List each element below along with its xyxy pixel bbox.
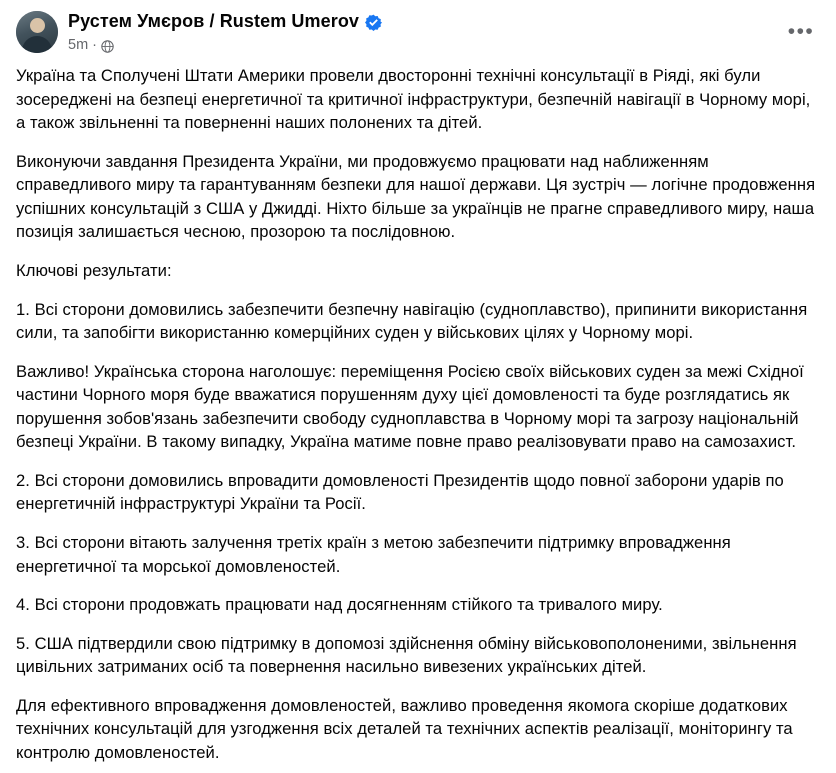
avatar[interactable] [16, 11, 58, 53]
avatar-head-shape [30, 18, 45, 33]
post-paragraph: 4. Всі сторони продовжать працювати над досягненням стійкого та тривалого миру. [16, 595, 663, 615]
post-paragraph: Ключові результати: [16, 260, 172, 280]
post-paragraph: Для ефективного впровадження домовленостей, важливо проведення якомога скоріше додаткових технічних консультацій для узгодження всіх деталей та технічних аспектів реалізації, моніторингу та контролю домовленостей. [16, 695, 793, 762]
post-header [16, 10, 820, 54]
post-paragraph: Виконуючи завдання Президента України, ми продовжуємо працювати над наближенням справедливого миру та гарантуванням безпеки для нашої держави. Ця зустріч — логічне продовження успішних консультацій з США у Джидді. Ніхто більше за українців не прагне справедливого миру, наша позиція залишається чесною, прозорою та послідовною. [16, 151, 816, 242]
post-paragraph: 1. Всі сторони домовились забезпечити безпечну навігацію (судноплавство), припинити використання сили, та запобігти використанню комерційних суден у військових цілях у Чорному морі. [16, 299, 808, 343]
post-paragraph: 3. Всі сторони вітають залучення третіх країн з метою забезпечити підтримку впровадження енергетичної та морської домовленостей. [16, 533, 731, 576]
author-name[interactable]: Рустем Умєров / Rustem Umerov [68, 11, 360, 31]
post-meta [68, 37, 382, 53]
post-timestamp[interactable]: 5m [68, 36, 89, 53]
verified-badge-icon [365, 14, 382, 31]
post-paragraph: 2. Всі сторони домовились впровадити домовленості Президентів щодо повної заборони ударів по енергетичній інфраструктурі України та Росії. [16, 470, 784, 514]
post-more-options-button[interactable]: ••• [787, 19, 815, 43]
post-paragraph: 5. США підтвердили свою підтримку в допомозі здійснення обміну військовополоненими, звільнення цивільних затриманих осіб та повернення насильно вивезених українських дітей. [16, 633, 797, 677]
post-paragraph: Україна та Сполучені Штати Америки провели двосторонні технічні консультації в Ріяді, які були зосереджені на безпеці енергетичної та критичної інфраструктури, безпечній навігації в Чорному морі, а також звільненні та поверненні наших полонених та дітей. [16, 66, 811, 133]
post-header-text [68, 10, 382, 53]
post-body [16, 64, 820, 765]
globe-icon[interactable] [101, 40, 114, 53]
meta-separator: · [92, 36, 97, 53]
post-paragraph: Важливо! Українська сторона наголошує: переміщення Росією своїх військових суден за межі Східної частини Чорного моря буде вважатися порушенням духу цієї домовленості та буде розглядатись як порушення зобов'язань забезпечити свободу судноплавства в Чорному морі та загрозу національній безпеці України. В такому випадку, Україна матиме повне право реалізовувати право на самозахист. [16, 361, 804, 452]
author-row [68, 11, 382, 33]
